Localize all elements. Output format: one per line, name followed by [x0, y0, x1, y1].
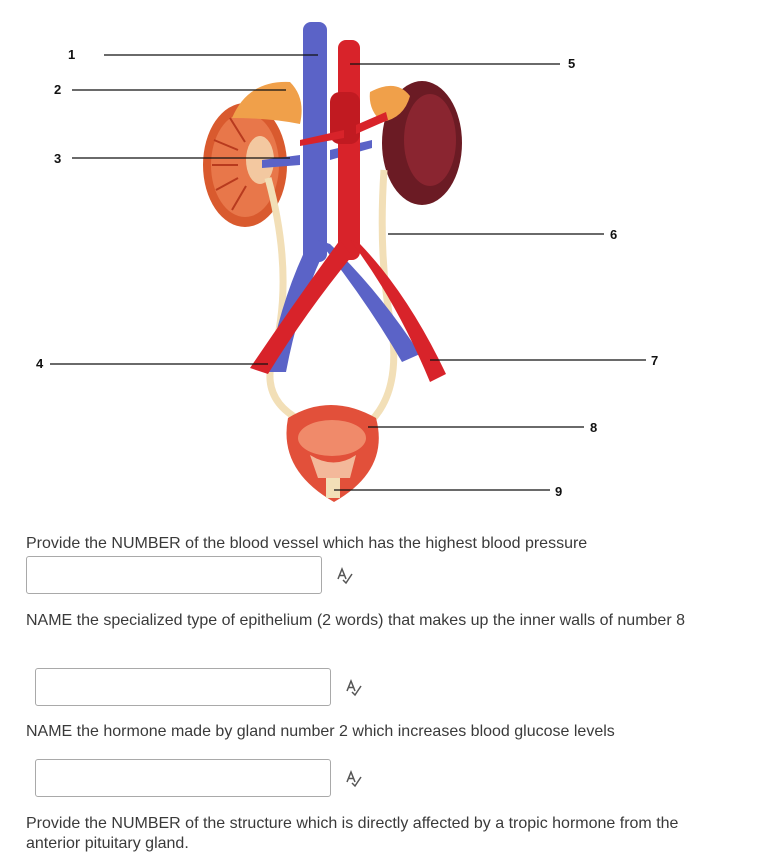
- label-4: 4: [36, 356, 44, 371]
- label-8: 8: [590, 420, 598, 435]
- answer-3-input[interactable]: [35, 759, 331, 797]
- question-4: Provide the NUMBER of the structure which is directly affected by a tropic hormone from the anterior pituitary gland.: [26, 815, 679, 852]
- label-6: 6: [610, 227, 618, 242]
- label-3: 3: [54, 151, 62, 166]
- urinary-bladder: [286, 405, 378, 502]
- answer-1-input[interactable]: [26, 556, 322, 594]
- answer-2-input[interactable]: [35, 668, 331, 706]
- spellcheck-icon[interactable]: [343, 768, 363, 788]
- adrenal-gland-left: [232, 82, 302, 124]
- spellcheck-icon[interactable]: [334, 565, 354, 585]
- label-5: 5: [568, 56, 576, 71]
- label-1: 1: [68, 47, 76, 62]
- question-3: NAME the hormone made by gland number 2 which increases blood glucose levels: [26, 723, 615, 740]
- question-2: NAME the specialized type of epithelium (2 words) that makes up the inner walls of number 8: [26, 612, 685, 629]
- question-1: Provide the NUMBER of the blood vessel which has the highest blood pressure: [26, 535, 588, 552]
- spellcheck-icon[interactable]: [343, 677, 363, 697]
- label-7: 7: [651, 353, 659, 368]
- label-9: 9: [555, 484, 563, 499]
- label-2: 2: [54, 82, 62, 97]
